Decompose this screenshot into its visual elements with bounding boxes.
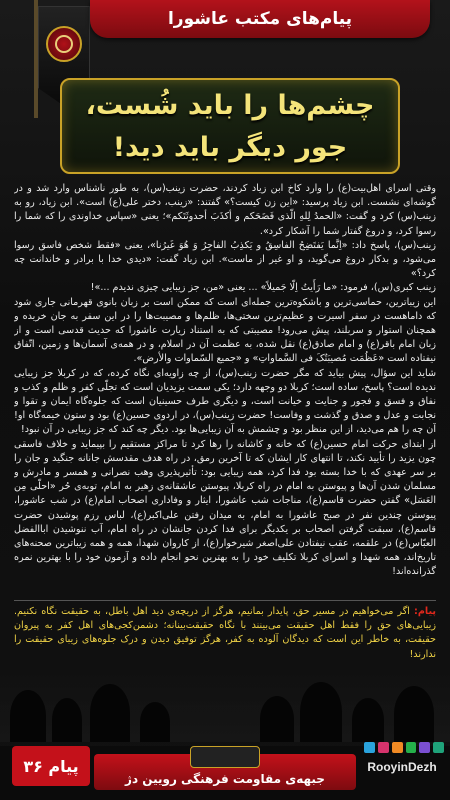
paragraph: این زیباترین، حماسی‌ترین و باشکوه‌ترین جمله‌ای است که ممکن است بر زبان بانوی قهرمانی جاری شود که داماهست در سفر اسیرت و عظیم‌ترین سختی‌ها، ظلم‌ها و مصیبت‌ها را در این سفر به جان خریده و همچنان استوار و سربلند، پیش می‌رود! مصیبتی که به استناد زیارت عاشورا که حدیث قدسی است و از زبان امام باقر(ع) و امام صادق(ع) نقل شده، به عظمت آن در اسلام، و در همه‌ی آسمان‌ها و زمین، اتّفاق نیفتاده است «عَظُمَت مُصیبَتُکَ فی السَّماواتِ» و «جمیع السّماوات والأرض». (14, 296, 436, 365)
bale-icon[interactable] (433, 742, 444, 753)
rubika-icon[interactable] (419, 742, 430, 753)
organization-name: جبهه‌ی مقاومت فرهنگی رویین دژ (125, 772, 325, 786)
instagram-icon[interactable] (378, 742, 389, 753)
headline-line-1: چشم‌ها را باید شُست، (85, 90, 375, 121)
telegram-icon[interactable] (364, 742, 375, 753)
logo-icon (190, 746, 260, 768)
title-box (60, 78, 400, 174)
headline-line-2: جور دیگر باید دید! (112, 132, 348, 163)
top-banner (90, 0, 430, 38)
article-body (14, 182, 436, 592)
message-text: اگر می‌خواهیم در مسیر حق، پایدار بمانیم، هرگز از دریچه‌ی دید اهل باطل، به حقیقت نگاه نکنیم. زیبایی‌های حق را فقط اهل حقیقت می‌بینند با نگاه حقیقت‌بینانه؛ دشمن‌کجی‌های اهل کفر به پیروان حقیقت، به خاطر این است که دیدگان آلوده به کفر، هرگز توفیق دیدن و درک جلوه‌های زیبای حقیقت را ندارند! (14, 606, 436, 660)
paragraph: از ابتدای حرکت امام حسین(ع) که خانه و کاشانه را رها کرد تا مراکز مستقیم را بپیماید و خلاف فاسقی چون یزید را تأیید نکند، تا انتهای کار ایشان که تا آخرین رمق، در راه هدف مقدسش جانانه جنگید و جان را بر سر عهدی که با خدا بسته بود فدا کرد، همه زیبایی بود: تأثیرپذیری وهب نصرانی و همسر و مادرش و مسلمان شدن آن‌ها و پیوستن به امام در راه کربلا، پیوستن عاشقانه‌ی زهیر به امام، توبه‌ی حُر «احلّی مِن العَسَل» گفتن حضرت قاسم(ع)، مناجات شب عاشورا، ایثار و وفاداری اصحاب امام(ع) در شب عاشورا، پیوستن چندین نفر در صبح عاشورا به امام، به میدان رفتن علی‌اکبر(ع)، لباس رزم پوشیدن حضرت قاسم(ع)، سبقت گرفتن اصحاب بر یکدیگر برای فدا کردن جانشان در راه امام، آب ننوشیدن اباالفضل العبّاس(ع) در علقمه، عقب نیفتادن علی‌اصغر شیرخوار(ع)، از کاروان شهدا، همه و همه زیباترین صحنه‌های تاریخ‌اند، همه شهدا و اسرای کربلا تکلیف خود را به بهترین نحو انجام داده و آزمون خود را با بهترین نمره گذرانده‌اند! (14, 438, 436, 578)
message-label: پیام: (413, 606, 436, 617)
eitaa-icon[interactable] (392, 742, 403, 753)
paragraph: زینب(س)، پاسخ داد: «اِنَّما یَفتَضِحُ الفاسِقُ و یَکذِبُ الفاجِرُ وَ هُوَ غَیرُنا»، یعنی «فقط شخص فاسق رسوا می‌شود، و بدکار دروغ می‌گوید، و او غیر از ماست». ابن زیاد گفت: «دیدی خدا با برادر و خاندانت چه کرد؟» (14, 239, 436, 280)
key-message (14, 600, 436, 668)
paragraph: زینب کبری(س)، فرمود: «ما رَأَیتُ اِلّا جَمیلاً» ... یعنی «من، جز زیبایی چیزی ندیدم ...»! (90, 282, 436, 294)
whatsapp-icon[interactable] (406, 742, 417, 753)
emblem-icon (46, 26, 82, 62)
flag-pole (34, 0, 38, 118)
brand-name: RooyinDezh (367, 760, 437, 774)
paragraph: وقتی اسرای اهل‌بیت(ع) را وارد کاخ ابن زیاد کردند، حضرت زینب(س)، به طور ناشناس وارد شد و در گوشه‌ای نشست. ابن زیاد پرسید: «این زن کیست؟» گفتند: «زینب، دختر علی(ع) است». ابن زیاد، رو به زینب(س) کرد و گفت: «الحمدُ لِلهِ الّذی فَضَحَکم و أکذَبَ أحدوثَتَکم»؛ یعنی «سپاس خداوندی را که شما را رسوا کرد، و دروغ گفتار شما را آشکار کرد». (14, 183, 436, 237)
banner-title: پیام‌های مکتب عاشورا (167, 9, 353, 29)
social-icons (364, 742, 444, 756)
message-number-badge: پیام ۳۶ (12, 746, 90, 786)
mourners-silhouette (0, 672, 450, 742)
paragraph: شاید این سؤال، پیش بیاید که مگر حضرت زینب(س)، از چه زاویه‌ای نگاه کرده، که در کربلا جز زیبایی ندیده است؟ پاسخ، ساده است؛ کربلا دو وجهه دارد؛ یکی سمت یزیدیان است که تجلّی کفر و ظلم و کذب و نفاق و فسق و فجور و جنایت و خیانت است، و دیگری طرف حسینیان است که جلوه‌گاه ایمان و تقوا و نجابت و عدل و صدق و گذشت و وفاست! حضرت زینب(س)، در اردوی حسین(ع) بود و ستون خیمه‌گاه او! آن چه را هم می‌دید، از این منظر بود و چشمش به آن زیبایی‌ها بود. دیگر چه کند که جز زیبایی در آن نبود! (14, 367, 436, 436)
